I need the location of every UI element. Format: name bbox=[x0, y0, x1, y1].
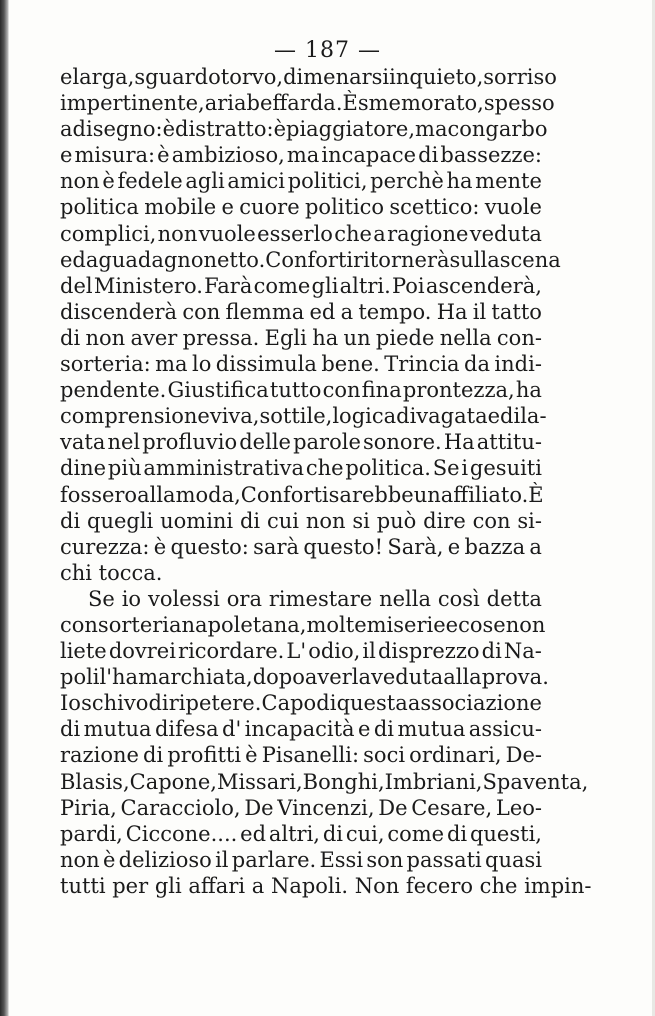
binding-edge bbox=[0, 0, 9, 1016]
page-number: — 187 — bbox=[274, 38, 381, 63]
text-line: comprensione viva, sottile, logica divagata e dila- bbox=[60, 404, 547, 429]
text-line: sorteria: ma lo dissimula bene. Trincia da indi- bbox=[60, 352, 542, 377]
text-line: di non aver pressa. Egli ha un piede nella con- bbox=[60, 325, 542, 350]
text-line: razione di profitti è Pisanelli: soci ordinari, De- bbox=[60, 743, 542, 768]
text-line: ed a guadagno netto. Conforti ritornerà sulla scena bbox=[60, 247, 561, 272]
text-line: complici, non vuole esserlo che a ragione veduta bbox=[60, 221, 542, 246]
text-line: Se io volessi ora rimestare nella così detta bbox=[88, 586, 542, 611]
text-line: pardi, Ciccone.... ed altri, di cui, come di questi, bbox=[60, 821, 542, 846]
text-line: pendente. Giustifica tutto con fina prontezza, ha bbox=[60, 378, 542, 403]
text-line: fossero alla moda, Conforti sarebbe un affiliato. È bbox=[60, 482, 544, 507]
text-line: e larga, sguardo torvo, dimenarsi inquieto, sorriso bbox=[60, 65, 557, 89]
text-line: di quegli uomini di cui non si può dire con si- bbox=[60, 508, 542, 533]
text-line: del Ministero. Farà come gli altri. Poi ascenderà, bbox=[60, 273, 542, 298]
text-line: e misura: è ambizioso, ma incapace di bassezze: bbox=[60, 143, 542, 168]
text-line: non è fedele agli amici politici, perchè ha mente bbox=[60, 169, 542, 194]
text-line: Piria, Caracciolo, De Vincenzi, De Cesare, Leo- bbox=[60, 795, 542, 820]
text-line: impertinente, aria beffarda. È smemorato, spesso bbox=[60, 91, 555, 116]
text-line: curezza: è questo: sarà questo! Sarà, e bazza a bbox=[60, 534, 542, 559]
body-text bbox=[60, 64, 592, 899]
text-line: liete dovrei ricordare. L' odio, il disprezzo di Na- bbox=[60, 639, 542, 664]
text-line: tutti per gli affari a Napoli. Non fecero che impin- bbox=[60, 873, 592, 898]
text-line: discenderà con flemma ed a tempo. Ha il tatto bbox=[60, 299, 542, 324]
text-line: non è delizioso il parlare. Essi son passati quasi bbox=[60, 847, 542, 872]
text-line: Io schivo di ripetere. Capo di questa associazione bbox=[60, 691, 542, 716]
text-line: vata nel profluvio delle parole sonore. Ha attitu- bbox=[60, 430, 542, 455]
text-line: a disegno: è distratto: è piaggiatore, ma con garbo bbox=[60, 117, 548, 142]
text-line: dine più amministrativa che politica. Se i gesuiti bbox=[60, 456, 542, 481]
text-line: poli l'ha marchiata, dopo averla veduta alla prova. bbox=[60, 665, 549, 690]
text-line: politica mobile e cuore politico scettico: vuole bbox=[60, 195, 542, 220]
text-line: consorteria napoletana, molte miserie e cose non bbox=[60, 612, 546, 637]
text-line: di mutua difesa d' incapacità e di mutua assicu- bbox=[60, 717, 542, 742]
text-line: chi tocca. bbox=[60, 560, 163, 585]
text-line: Blasis, Capone, Missari, Bonghi, Imbriani, Spaventa, bbox=[60, 769, 589, 794]
